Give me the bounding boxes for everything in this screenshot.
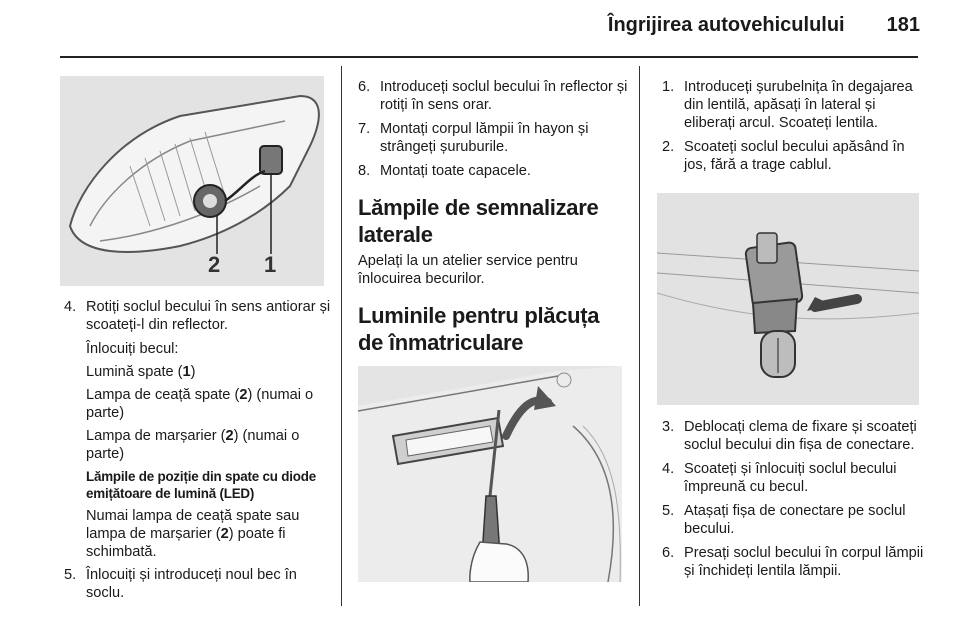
step-2: 2. Scoateți soclul becului apăsând în jos, fără a trage cablul. [662,139,905,173]
step-4: 4. Rotiți soclul becului în sens antiorar și scoateți-l din reflector. [64,299,331,333]
section-heading-plate-lights: Luminile pentru plăcuța de înmatriculare [358,303,600,355]
reverse-light-text: Lampa de marșarier (2) (numai o parte) [86,428,300,462]
column-divider [341,66,342,606]
step-4: 4. Scoateți și înlocuiți soclul becului împreună cu becul. [662,461,897,495]
column-3-bottom [662,418,924,586]
fog-light-text: Lampa de ceață spate (2) (numai o parte) [86,387,314,421]
step-7: 7. Montați corpul lămpii în hayon și strângeți șuruburile. [358,121,589,155]
step-5: 5. Atașați fișa de conectare pe soclul becului. [662,503,906,537]
column-2 [358,78,630,360]
rear-light-text: Lumină spate (1) [86,364,196,380]
tail-lamp-illustration [60,76,324,286]
page-header [608,14,920,37]
header-rule [60,56,918,58]
only-replaceable-text: Numai lampa de ceață spate sau lampa de marșarier (2) poate fi schimbată. [86,508,300,560]
step-6: 6. Introduceți soclul becului în reflector și rotiți în sens orar. [358,79,628,113]
plate-light-illustration [358,366,622,582]
led-heading: Lămpile de poziție din spate cu diode emițătoare de lumină (LED) [86,469,316,501]
section-heading-side-lamps: Lămpile de semnalizare laterale [358,195,599,247]
step-8: 8. Montați toate capacele. [358,163,531,179]
step-3: 3. Deblocați clema de fixare și scoateți soclul becului din fișa de conectare. [662,419,917,453]
callout-2: 2 [208,252,221,277]
page-number: 181 [886,14,920,36]
chapter-title: Îngrijirea autovehiculului [607,14,845,36]
step-1: 1. Introduceți șurubelnița în degajarea din lentilă, apăsați în lateral și eliberați arcul. Scoateți lentila. [662,79,913,131]
step-6: 6. Presați soclul becului în corpul lămpii și închideți lentila lămpii. [662,545,924,579]
bulb-socket-illustration [657,193,919,405]
column-3-top [662,78,924,180]
replace-bulb-text: Înlocuiți becul: [86,341,179,357]
step-5: 5. Înlocuiți și introduceți noul bec în soclu. [64,567,297,601]
side-lamps-paragraph: Apelați la un atelier service pentru înlocuirea becurilor. [358,253,578,287]
callout-1: 1 [264,252,277,277]
column-divider [639,66,640,606]
column-1 [64,298,332,608]
